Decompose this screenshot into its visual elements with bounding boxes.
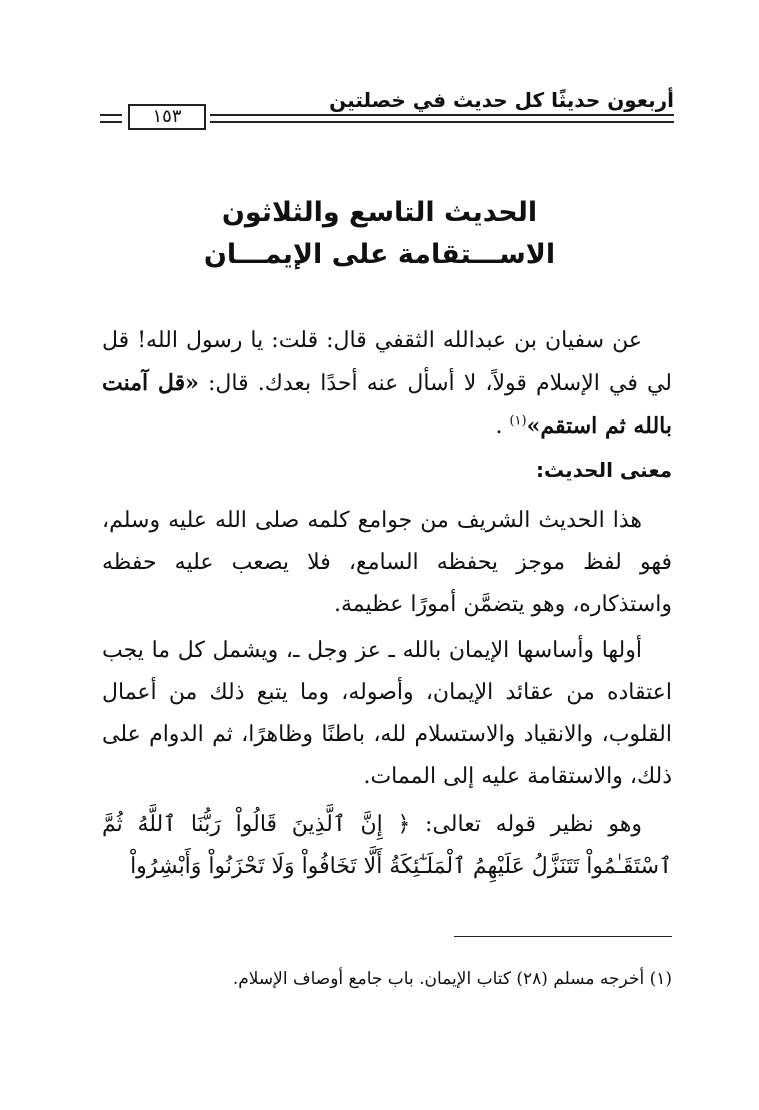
hadith-end: . xyxy=(495,414,510,439)
footnote-reference[interactable]: (١) xyxy=(509,413,527,429)
running-title: أربعون حديثًا كل حديث في خصلتين xyxy=(329,88,674,112)
header-rule-long xyxy=(210,114,674,123)
paragraph-2: أولها وأساسها الإيمان بالله ـ عز وجل ـ، ويشمل كل ما يجب اعتقاده من عقائد الإيمان، وأصوله، وما يتبع ذلك من أعمال القلوب، والانقياد والاستسلام لله، باطنًا وظاهرًا، ثم الدوام على ذلك، والاستقامة عليه إلى الممات. xyxy=(102,638,672,789)
chapter-title: الحديث التاسع والثلاثون xyxy=(221,197,538,228)
paragraph-1: هذا الحديث الشريف من جوامع كلمه صلى الله عليه وسلم، فهو لفظ موجز يحفظه السامع، فلا يصعب عليه حفظه واستذكاره، وهو يتضمَّن أمورًا عظيمة. xyxy=(102,508,672,617)
section-heading: معنى الحديث: xyxy=(535,458,672,482)
header-rule-short xyxy=(100,114,122,123)
paragraph-3-lead: وهو نظير قوله تعالى: xyxy=(410,812,642,837)
paragraph-3 xyxy=(102,804,672,888)
hadith-intro: عن سفيان بن عبدالله الثقفي قال: قلت: يا رسول الله! قل لي في الإسلام قولاً، لا أسأل عنه أحدًا بعدك. قال: xyxy=(102,328,673,396)
header-rule xyxy=(100,106,674,127)
hadith-quote: «قل آمنت بالله ثم استقم» xyxy=(102,370,672,439)
running-header xyxy=(100,88,674,128)
footnote-separator xyxy=(454,936,672,937)
quran-verse: ﴿ إِنَّ ٱلَّذِينَ قَالُواْ رَبُّنَا ٱللَّهُ ثُمَّ ٱسْتَقَـٰمُواْ تَتَنَزَّلُ عَلَيْهِمُ ٱلْمَلَـٰٓئِكَةُ أَلَّا تَخَافُواْ وَلَا تَحْزَنُواْ وَأَبْشِرُواْ xyxy=(102,812,672,879)
chapter-subtitle: الاســـتقامة على الإيمـــان xyxy=(203,239,556,270)
footnote: (١) أخرجه مسلم (٢٨) كتاب الإيمان. باب جامع أوصاف الإسلام. xyxy=(232,969,672,989)
hadith-text xyxy=(102,320,672,448)
page-number: ١٥٣ xyxy=(128,104,206,130)
